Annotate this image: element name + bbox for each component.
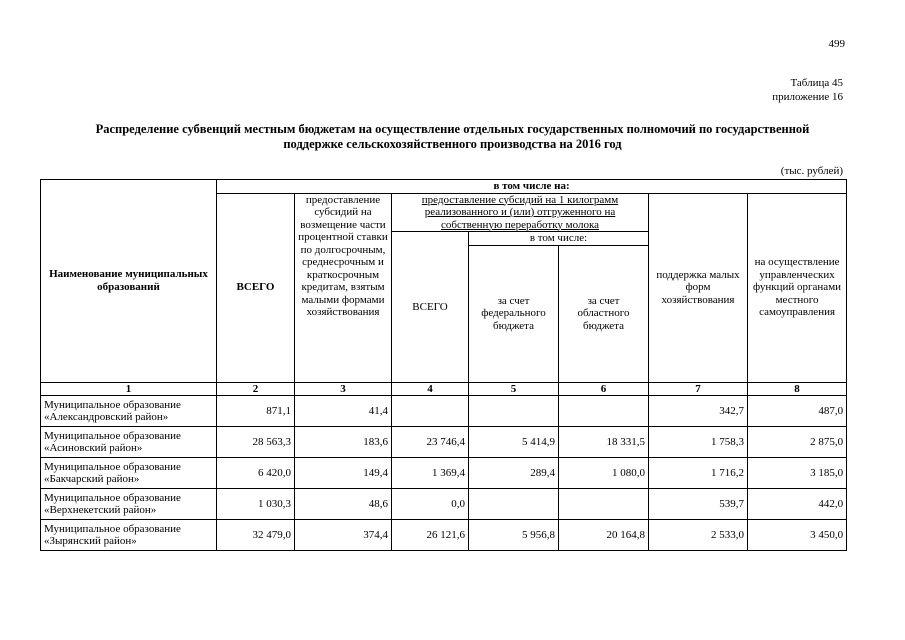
cell-regional: 18 331,5 xyxy=(559,427,649,458)
column-number: 8 xyxy=(748,382,847,396)
header-row-1 xyxy=(41,180,847,194)
cell-interest: 41,4 xyxy=(295,396,392,427)
table-row xyxy=(41,520,847,551)
cell-governance: 3 450,0 xyxy=(748,520,847,551)
cell-governance: 487,0 xyxy=(748,396,847,427)
table-row xyxy=(41,396,847,427)
header-interest: предоставление субсидий на возмещение части процентной ставки по долгосрочным, среднесрочным и краткосрочным кредитам, взятым малыми формами хозяйствования xyxy=(295,193,392,382)
column-number: 5 xyxy=(469,382,559,396)
cell-total: 28 563,3 xyxy=(217,427,295,458)
cell-small-forms: 1 758,3 xyxy=(649,427,748,458)
cell-governance: 442,0 xyxy=(748,489,847,520)
units-note: (тыс. рублей) xyxy=(780,165,843,177)
header-governance: на осуществление управленческих функций органами местного самоуправления xyxy=(748,193,847,382)
appendix-label xyxy=(772,76,843,104)
cell-milk-total: 0,0 xyxy=(392,489,469,520)
table-row xyxy=(41,427,847,458)
cell-small-forms: 342,7 xyxy=(649,396,748,427)
column-number: 4 xyxy=(392,382,469,396)
cell-regional: 1 080,0 xyxy=(559,458,649,489)
municipality-name: Муниципальное образование «Асиновский район» xyxy=(41,427,217,458)
cell-milk-total: 26 121,6 xyxy=(392,520,469,551)
cell-total: 6 420,0 xyxy=(217,458,295,489)
cell-interest: 48,6 xyxy=(295,489,392,520)
header-milk: предоставление субсидий на 1 килограмм реализованного и (или) отгруженного на собственную переработку молока xyxy=(392,193,649,232)
subvention-table xyxy=(40,179,847,551)
cell-total: 1 030,3 xyxy=(217,489,295,520)
cell-milk-total: 1 369,4 xyxy=(392,458,469,489)
municipality-name: Муниципальное образование «Бакчарский район» xyxy=(41,458,217,489)
table-row xyxy=(41,489,847,520)
cell-total: 871,1 xyxy=(217,396,295,427)
column-number-row xyxy=(41,382,847,396)
cell-interest: 374,4 xyxy=(295,520,392,551)
municipality-name: Муниципальное образование «Верхнекетский район» xyxy=(41,489,217,520)
title-line-1: Распределение субвенций местным бюджетам на осуществление отдельных государственных полномочий по государственной xyxy=(95,122,810,136)
cell-milk-total xyxy=(392,396,469,427)
cell-small-forms: 539,7 xyxy=(649,489,748,520)
cell-federal: 5 414,9 xyxy=(469,427,559,458)
cell-interest: 183,6 xyxy=(295,427,392,458)
header-federal: за счет федерального бюджета xyxy=(469,245,559,382)
cell-federal xyxy=(469,396,559,427)
cell-regional xyxy=(559,396,649,427)
column-number: 1 xyxy=(41,382,217,396)
table-label: Таблица 45 xyxy=(790,77,843,89)
header-regional: за счет областного бюджета xyxy=(559,245,649,382)
cell-federal xyxy=(469,489,559,520)
cell-regional: 20 164,8 xyxy=(559,520,649,551)
column-number: 3 xyxy=(295,382,392,396)
table-row xyxy=(41,458,847,489)
municipality-name: Муниципальное образование «Зырянский район» xyxy=(41,520,217,551)
header-including: в том числе на: xyxy=(217,180,847,194)
cell-total: 32 479,0 xyxy=(217,520,295,551)
document-title xyxy=(30,122,875,152)
header-small-forms: поддержка малых форм хозяйствования xyxy=(649,193,748,382)
annex-label: приложение 16 xyxy=(772,91,843,103)
cell-governance: 2 875,0 xyxy=(748,427,847,458)
header-milk-total: ВСЕГО xyxy=(392,232,469,383)
column-number: 6 xyxy=(559,382,649,396)
cell-governance: 3 185,0 xyxy=(748,458,847,489)
municipality-name: Муниципальное образование «Александровский район» xyxy=(41,396,217,427)
column-number: 2 xyxy=(217,382,295,396)
header-including-sub: в том числе: xyxy=(469,232,649,246)
cell-federal: 289,4 xyxy=(469,458,559,489)
cell-federal: 5 956,8 xyxy=(469,520,559,551)
cell-interest: 149,4 xyxy=(295,458,392,489)
title-line-2: поддержке сельскохозяйственного производства на 2016 год xyxy=(283,137,622,151)
header-total: ВСЕГО xyxy=(217,193,295,382)
cell-small-forms: 2 533,0 xyxy=(649,520,748,551)
cell-milk-total: 23 746,4 xyxy=(392,427,469,458)
column-number: 7 xyxy=(649,382,748,396)
page-number: 499 xyxy=(828,38,845,50)
header-name: Наименование муниципальных образований xyxy=(41,180,217,383)
cell-small-forms: 1 716,2 xyxy=(649,458,748,489)
cell-regional xyxy=(559,489,649,520)
